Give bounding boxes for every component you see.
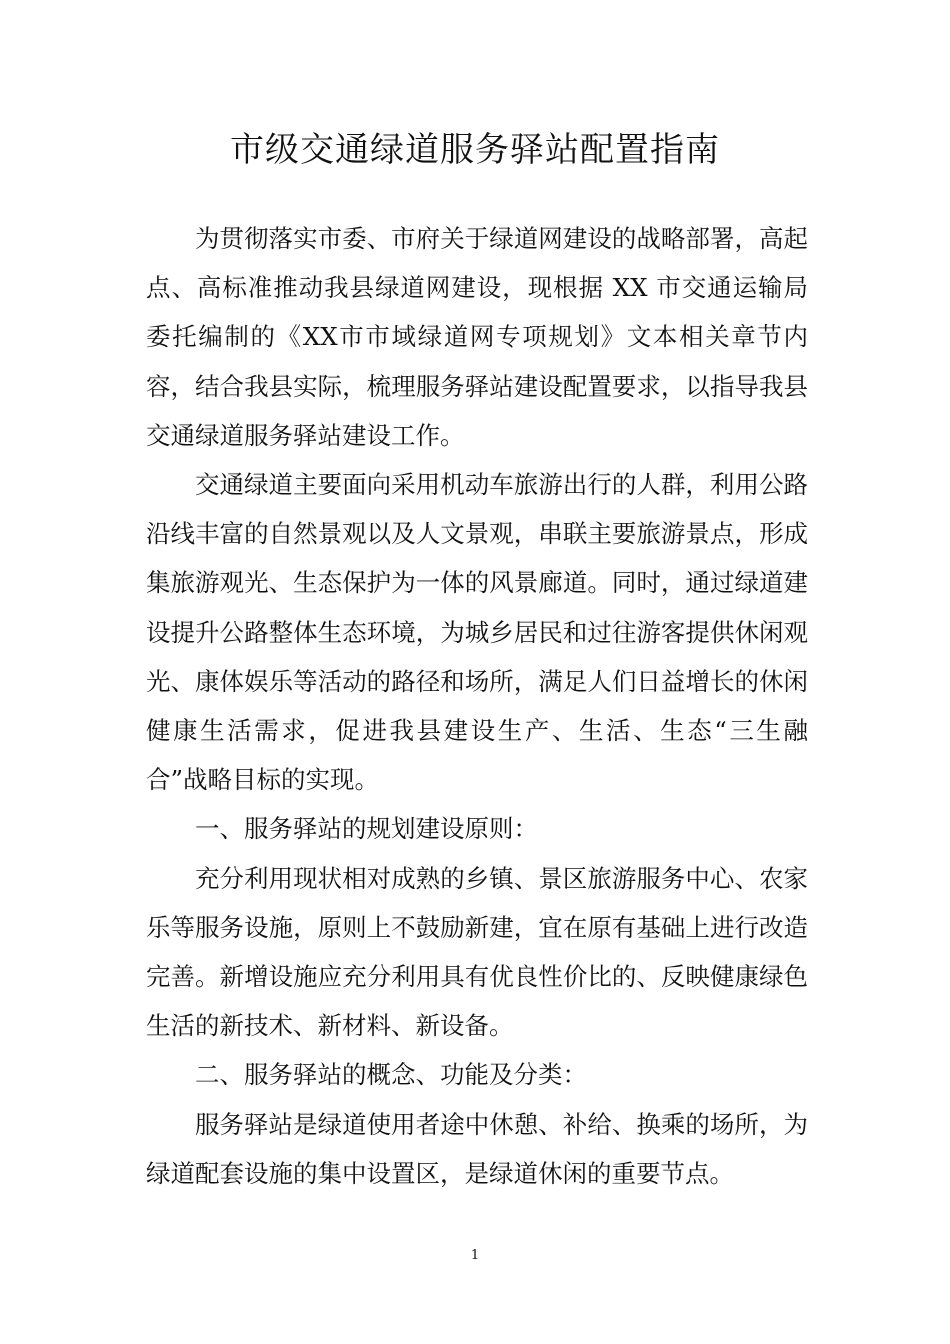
paragraph-principles: 充分利用现状相对成熟的乡镇、景区旅游服务中心、农家乐等服务设施，原则上不鼓励新建，宜在原有基础上进行改造完善。新增设施应充分利用具有优良性价比的、反映健康绿色生活的新技术、新材料、新设备。 (146, 863, 808, 1041)
section-heading-principles: 一、服务驿站的规划建设原则： (195, 814, 538, 844)
document-body (146, 214, 808, 1198)
paragraph-intro: 为贯彻落实市委、市府关于绿道网建设的战略部署，高起点、高标准推动我县绿道网建设，现根据 XX 市交通运输局委托编制的《XX市市域绿道网专项规划》文本相关章节内容，结合我县实际，梳理服务驿站建设配置要求，以指导我县交通绿道服务驿站建设工作。 (146, 224, 808, 450)
paragraph-concept: 服务驿站是绿道使用者途中休憩、补给、换乘的场所，为绿道配套设施的集中设置区，是绿道休闲的重要节点。 (146, 1109, 808, 1188)
section-heading-concept: 二、服务驿站的概念、功能及分类： (195, 1060, 587, 1090)
page-number: 1 (470, 1248, 480, 1263)
document-title: 市级交通绿道服务驿站配置指南 (230, 130, 720, 170)
paragraph-greenway-purpose: 交通绿道主要面向采用机动车旅游出行的人群，利用公路沿线丰富的自然景观以及人文景观，串联主要旅游景点，形成集旅游观光、生态保护为一体的风景廊道。同时，通过绿道建设提升公路整体生态环境，为城乡居民和过往游客提供休闲观光、康体娱乐等活动的路径和场所，满足人们日益增长的休闲健康生活需求，促进我县建设生产、生活、生态“三生融合”战略目标的实现。 (146, 470, 808, 795)
